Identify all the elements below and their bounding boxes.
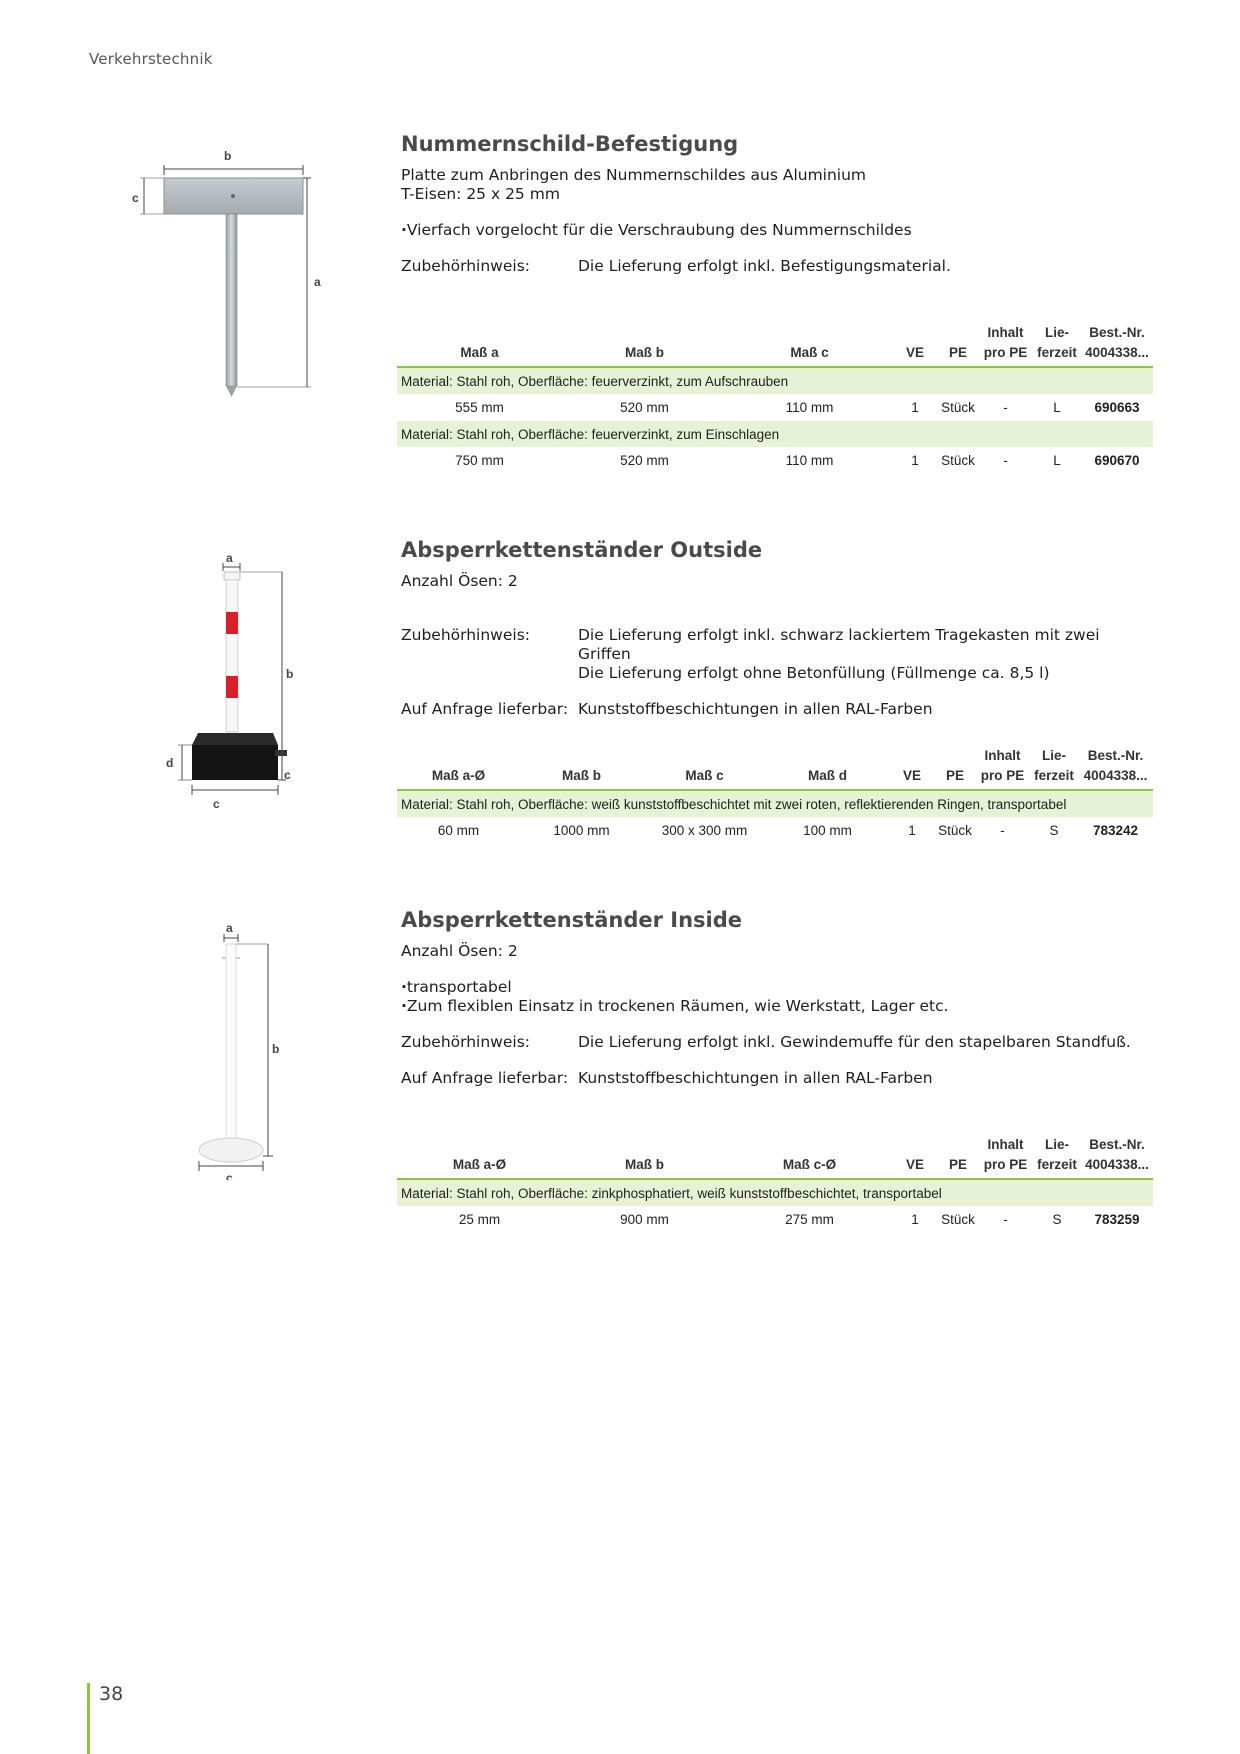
col-header: Inhalt pro PE <box>978 323 1033 367</box>
cell: 110 mm <box>785 453 834 468</box>
cell: S <box>1052 1212 1062 1227</box>
cell: L <box>1053 400 1061 415</box>
note-value: Die Lieferung erfolgt ohne Betonfüllung (Füllmenge ca. 8,5 l) <box>578 664 1050 682</box>
col-header: Best.-Nr. 4004338... <box>1078 746 1153 790</box>
cell: - <box>1003 1212 1008 1227</box>
dim-label-c: c <box>132 191 139 205</box>
material-row: Material: Stahl roh, Oberfläche: weiß kunststoffbeschichtet mit zwei roten, reflektierenden Ringen, transportabel <box>397 790 1153 817</box>
cell: Stück <box>938 823 972 838</box>
col-header: PE <box>938 1135 978 1179</box>
note-value: Die Lieferung erfolgt inkl. Gewindemuffe für den stapelbaren Standfuß. <box>578 1033 1131 1051</box>
product-info-nummernschild <box>401 132 1151 276</box>
dim-label-d: d <box>166 756 174 770</box>
article-number: 690670 <box>1094 453 1140 468</box>
col-header: Inhalt pro PE <box>975 746 1030 790</box>
zubehoer-note <box>401 257 1151 276</box>
dim-label-c: c <box>213 797 220 811</box>
product-title: Absperrkettenständer Outside <box>401 538 763 562</box>
table-row <box>397 817 1153 844</box>
product-title: Nummernschild-Befestigung <box>401 132 739 156</box>
product-info-outside <box>401 538 1151 719</box>
feature-bullet: · Vierfach vorgelocht für die Verschraubung des Nummernschildes <box>401 221 1151 240</box>
product-info-inside <box>401 908 1151 1088</box>
note-label: Zubehörhinweis: <box>401 257 530 275</box>
cell: 25 mm <box>458 1212 501 1227</box>
cell: 900 mm <box>620 1212 669 1227</box>
col-header: PE <box>938 323 978 367</box>
table-row <box>397 394 1153 421</box>
col-header: Maß d <box>766 746 889 790</box>
col-header: Maß b <box>562 323 727 367</box>
cell: Stück <box>941 1212 975 1227</box>
col-header: Lie- ferzeit <box>1033 1135 1081 1179</box>
product-image-inside <box>120 920 320 1184</box>
col-header: VE <box>892 323 938 367</box>
dim-label-a: a <box>314 275 321 289</box>
cell: 110 mm <box>785 400 834 415</box>
anfrage-note <box>401 700 1151 719</box>
note-value: Kunststoffbeschichtungen in allen RAL-Farben <box>578 1069 933 1087</box>
col-header: Lie- ferzeit <box>1030 746 1078 790</box>
product-image-nummernschild <box>120 145 340 404</box>
article-number: 783242 <box>1092 823 1139 838</box>
product-desc-line: Anzahl Ösen: 2 <box>401 572 518 590</box>
article-number: 783259 <box>1094 1212 1140 1227</box>
col-header: Maß b <box>562 1135 727 1179</box>
product-image-outside <box>120 550 320 819</box>
dim-label-b: b <box>272 1042 280 1056</box>
col-header: Lie- ferzeit <box>1033 323 1081 367</box>
col-header: VE <box>892 1135 938 1179</box>
cell: - <box>1003 453 1008 468</box>
note-label: Auf Anfrage lieferbar: <box>401 1069 569 1087</box>
cell: Stück <box>941 400 975 415</box>
cell: 100 mm <box>803 823 852 838</box>
cell: 60 mm <box>437 823 480 838</box>
dim-label-a: a <box>226 921 233 935</box>
zubehoer-note <box>401 626 1151 683</box>
cell: 555 mm <box>455 400 504 415</box>
cell: 750 mm <box>455 453 504 468</box>
product-desc-line: T-Eisen: 25 x 25 mm <box>401 185 560 203</box>
dim-label-b: b <box>286 667 294 681</box>
note-value: Die Lieferung erfolgt inkl. schwarz lackiertem Tragekasten mit zwei Griffen <box>578 626 1100 663</box>
cell: Stück <box>941 453 975 468</box>
table-row <box>397 447 1153 474</box>
table-row <box>397 1206 1153 1233</box>
material-row: Material: Stahl roh, Oberfläche: zinkphosphatiert, weiß kunststoffbeschichtet, transportabel <box>397 1179 1153 1206</box>
spec-table-inside <box>397 1135 1153 1233</box>
spec-table-nummernschild <box>397 323 1153 474</box>
cell: 520 mm <box>620 453 669 468</box>
dim-label-a: a <box>226 551 233 565</box>
page-number: 38 <box>87 1683 123 1754</box>
cell: 1 <box>911 400 919 415</box>
col-header: Inhalt pro PE <box>978 1135 1033 1179</box>
feature-bullet: · transportabel <box>401 978 1151 997</box>
note-label: Zubehörhinweis: <box>401 626 530 644</box>
col-header: Maß a-Ø <box>397 746 520 790</box>
product-desc-line: Anzahl Ösen: 2 <box>401 942 518 960</box>
note-label: Auf Anfrage lieferbar: <box>401 700 569 718</box>
product-desc-line: Platte zum Anbringen des Nummernschildes aus Aluminium <box>401 166 867 184</box>
cell: - <box>1000 823 1005 838</box>
col-header: Best.-Nr. 4004338... <box>1081 323 1153 367</box>
col-header: Maß c <box>727 323 892 367</box>
zubehoer-note <box>401 1033 1151 1052</box>
col-header: Maß a-Ø <box>397 1135 562 1179</box>
cell: 1 <box>908 823 916 838</box>
cell: S <box>1049 823 1059 838</box>
note-label: Zubehörhinweis: <box>401 1033 530 1051</box>
spec-table-outside <box>397 746 1153 844</box>
section-label: Verkehrstechnik <box>89 50 213 68</box>
col-header: PE <box>935 746 975 790</box>
note-value: Die Lieferung erfolgt inkl. Befestigungsmaterial. <box>578 257 951 275</box>
anfrage-note <box>401 1069 1151 1088</box>
col-header: VE <box>889 746 935 790</box>
dim-label-c-side: c <box>284 768 291 782</box>
cell: L <box>1053 453 1061 468</box>
material-row: Material: Stahl roh, Oberfläche: feuerverzinkt, zum Einschlagen <box>397 421 1153 447</box>
cell: 1 <box>911 1212 919 1227</box>
cell: - <box>1003 400 1008 415</box>
col-header: Maß c-Ø <box>727 1135 892 1179</box>
product-title: Absperrkettenständer Inside <box>401 908 743 932</box>
col-header: Maß a <box>397 323 562 367</box>
col-header: Maß c <box>643 746 766 790</box>
article-number: 690663 <box>1094 400 1140 415</box>
cell: 275 mm <box>785 1212 834 1227</box>
cell: 300 x 300 mm <box>661 823 748 838</box>
col-header: Maß b <box>520 746 643 790</box>
note-value: Kunststoffbeschichtungen in allen RAL-Farben <box>578 700 933 718</box>
material-row: Material: Stahl roh, Oberfläche: feuerverzinkt, zum Aufschrauben <box>397 367 1153 394</box>
cell: 520 mm <box>620 400 669 415</box>
dim-label-c: c <box>226 1171 233 1180</box>
feature-bullet: · Zum flexiblen Einsatz in trockenen Räumen, wie Werkstatt, Lager etc. <box>401 997 1151 1016</box>
cell: 1000 mm <box>553 823 610 838</box>
cell: 1 <box>911 453 919 468</box>
col-header: Best.-Nr. 4004338... <box>1081 1135 1153 1179</box>
dim-label-b: b <box>224 149 232 163</box>
